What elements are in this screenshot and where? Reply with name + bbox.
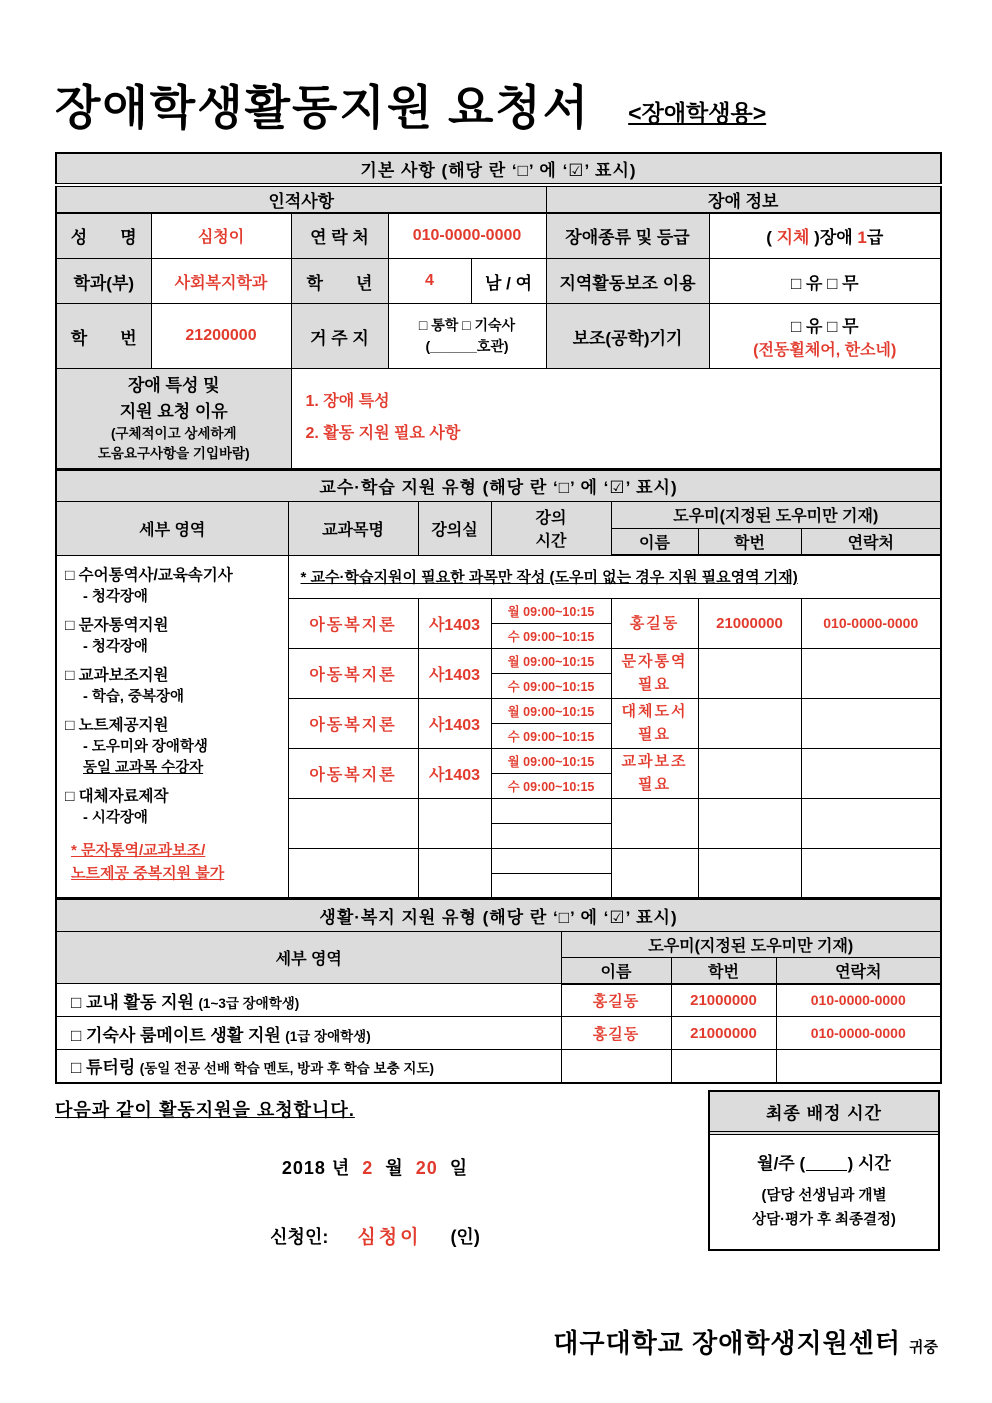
reason-label <box>56 369 291 469</box>
device-note: (전동휠체어, 한소네) <box>753 342 897 360</box>
device-checkboxes: □ 유 □ 무 <box>790 317 859 337</box>
col-helper-stuno: 학번 <box>698 528 801 555</box>
helper-name: 교과보조 필요 <box>611 748 698 798</box>
course-name <box>288 848 418 898</box>
course-time-1: 월 09:00~10:15 <box>491 748 611 773</box>
course-room: 사1403 <box>418 748 491 798</box>
date-year-label: 년 <box>331 1157 351 1178</box>
note-row <box>56 555 941 598</box>
course-time-2 <box>491 873 611 898</box>
welfare-helper-name <box>561 1050 671 1083</box>
welfare-row <box>56 1017 941 1050</box>
reason-label-line2: 지원 요청 이유 <box>119 401 228 421</box>
date-day: 20 <box>415 1157 438 1178</box>
disability-type-label: 장애종류 및 등급 <box>546 213 709 259</box>
applicant-label: 신청인: <box>270 1226 329 1247</box>
welfare-col-name: 이름 <box>561 958 671 984</box>
welfare-label: □ 튜터링 (동일 전공 선배 학습 멘토, 방과 후 학습 보충 지도) <box>56 1050 561 1083</box>
welfare-helper-contact: 010-0000-0000 <box>776 1017 941 1050</box>
residence-line2: (______호관) <box>425 338 509 355</box>
course-room: 사1403 <box>418 648 491 698</box>
basic-section-header: 기본 사항 (해당 란 ‘□’ 에 ‘☑’ 표시) <box>56 153 941 185</box>
welfare-label: □ 기숙사 룸메이트 생활 지원 (1급 장애학생) <box>56 1017 561 1050</box>
dis-grade: 1 <box>857 228 867 248</box>
year-label: 학 년 <box>291 259 388 304</box>
welfare-helper-stuno: 21000000 <box>671 984 776 1017</box>
basic-info-table <box>55 152 942 470</box>
helper-name: 홍길동 <box>611 598 698 648</box>
request-statement: 다음과 같이 활동지원을 요청합니다. <box>55 1099 355 1120</box>
helper-student-number <box>698 698 801 748</box>
col-room: 강의실 <box>418 501 491 555</box>
helper-contact: 010-0000-0000 <box>801 598 941 648</box>
helper-name: 대체도서 필요 <box>611 698 698 748</box>
dis-grade-suffix: 급 <box>866 228 884 248</box>
helper-contact <box>801 698 941 748</box>
final-allocation-box <box>708 1090 940 1251</box>
welfare-support-table <box>55 899 942 1084</box>
dept-label: 학과(부) <box>56 259 151 304</box>
helper-student-number: 21000000 <box>698 598 801 648</box>
org-name: 대구대학교 장애학생지원센터 <box>553 1327 902 1358</box>
seal-placeholder: (인) <box>450 1226 480 1247</box>
dis-prefix: ( <box>766 228 777 248</box>
title-row <box>55 84 940 136</box>
name-label: 성 명 <box>56 213 151 259</box>
helper-student-number <box>698 848 801 898</box>
academic-section-header: 교수·학습 지원 유형 (해당 란 ‘□’ 에 ‘☑’ 표시) <box>56 470 941 501</box>
welfare-row <box>56 1050 941 1083</box>
date-year: 2018 <box>281 1157 326 1178</box>
course-name <box>288 798 418 848</box>
col-helper-name: 이름 <box>611 528 698 555</box>
support-area-checklist <box>56 555 288 898</box>
date-month-label: 월 <box>385 1157 404 1178</box>
org-suffix: 귀중 <box>909 1338 938 1356</box>
welfare-col-helper: 도우미(지정된 도우미만 기재) <box>561 932 941 958</box>
welfare-col-contact: 연락처 <box>776 958 941 984</box>
col-helper: 도우미(지정된 도우미만 기재) <box>611 501 941 528</box>
reason-note-line1: (구체적이고 상세하게 <box>110 426 237 442</box>
applicant-line <box>55 1222 695 1249</box>
course-time-1 <box>491 798 611 823</box>
helper-contact <box>801 798 941 848</box>
col-time-line1: 강의 <box>535 510 567 528</box>
welfare-col-stuno: 학번 <box>671 958 776 984</box>
residence-label: 거 주 지 <box>291 304 388 369</box>
col-time-line2: 시간 <box>535 533 567 551</box>
local-support-label: 지역활동보조 이용 <box>546 259 709 304</box>
course-time-1: 월 09:00~10:15 <box>491 648 611 673</box>
course-time-2 <box>491 823 611 848</box>
date-day-label: 일 <box>449 1157 469 1178</box>
org-line <box>55 1323 940 1360</box>
reason-note-line2: 도움요구사항을 기입바람) <box>97 445 250 461</box>
col-time <box>491 501 611 555</box>
contact-value: 010-0000-0000 <box>388 213 546 259</box>
contact-label: 연 락 처 <box>291 213 388 259</box>
course-time-2: 수 09:00~10:15 <box>491 723 611 748</box>
disability-info-header: 장애 정보 <box>546 185 941 213</box>
welfare-col-area: 세부 영역 <box>56 932 561 984</box>
personal-info-header: 인적사항 <box>56 185 546 213</box>
course-time-1: 월 09:00~10:15 <box>491 698 611 723</box>
duplicate-support-warning: * 문자통역/교과보조/ 노트제공 중복지원 불가 <box>71 842 225 882</box>
checklist-item: □ 문자통역지원 - 청각장애 <box>65 616 169 655</box>
final-allocation-line: 월/주 ( ) 시간 <box>757 1153 891 1173</box>
col-course: 교과목명 <box>288 501 418 555</box>
helper-student-number <box>698 798 801 848</box>
welfare-label: □ 교내 활동 지원 (1~3급 장애학생) <box>56 984 561 1017</box>
dis-mid: )장애 <box>809 228 858 248</box>
welfare-row <box>56 984 941 1017</box>
final-allocation-body <box>710 1135 938 1249</box>
residence-checkboxes <box>388 304 546 369</box>
dept-value: 사회복지학과 <box>151 259 291 304</box>
course-time-1 <box>491 848 611 873</box>
gender-value: 남 / 여 <box>471 259 546 304</box>
col-helper-contact: 연락처 <box>801 528 941 555</box>
helper-name <box>611 798 698 848</box>
request-block <box>55 1090 695 1249</box>
device-label: 보조(공학)기기 <box>546 304 709 369</box>
course-name: 아동복지론 <box>288 598 418 648</box>
dis-type: 지체 <box>776 228 810 248</box>
welfare-section-header: 생활·복지 지원 유형 (해당 란 ‘□’ 에 ‘☑’ 표시) <box>56 900 941 932</box>
reason-content-line1: 1. 장애 특성 <box>305 393 390 411</box>
residence-line1: □ 통학 □ 기숙사 <box>418 316 516 333</box>
academic-note: * 교수·학습지원이 필요한 과목만 작성 (도우미 없는 경우 지원 필요영역 기재) <box>288 555 941 598</box>
checklist-item: □ 노트제공지원 - 도우미와 장애학생 동일 교과목 수강자 <box>65 717 208 776</box>
course-time-1: 월 09:00~10:15 <box>491 598 611 623</box>
reason-label-line1: 장애 특성 및 <box>127 376 220 396</box>
date-line <box>55 1154 695 1180</box>
title-tag: <장애학생용> <box>628 99 767 126</box>
course-time-2: 수 09:00~10:15 <box>491 773 611 798</box>
welfare-helper-contact <box>776 1050 941 1083</box>
course-room <box>418 798 491 848</box>
course-room: 사1403 <box>418 698 491 748</box>
reason-content <box>291 369 941 469</box>
bottom-section <box>55 1090 940 1251</box>
final-allocation-header: 최종 배정 시간 <box>710 1092 938 1135</box>
helper-contact <box>801 848 941 898</box>
course-time-2: 수 09:00~10:15 <box>491 623 611 648</box>
checklist-item: □ 수어통역사/교육속기사 - 청각장애 <box>65 566 233 605</box>
helper-contact <box>801 748 941 798</box>
welfare-helper-name: 홍길동 <box>561 984 671 1017</box>
applicant-name: 심청이 <box>357 1226 422 1248</box>
student-number-value: 21200000 <box>151 304 291 369</box>
year-value: 4 <box>388 259 471 304</box>
course-room <box>418 848 491 898</box>
welfare-helper-name: 홍길동 <box>561 1017 671 1050</box>
course-name: 아동복지론 <box>288 648 418 698</box>
reason-content-line2: 2. 활동 지원 필요 사항 <box>305 425 461 443</box>
helper-student-number <box>698 748 801 798</box>
date-month: 2 <box>362 1157 374 1178</box>
disability-type-value <box>709 213 941 259</box>
course-name: 아동복지론 <box>288 698 418 748</box>
course-time-2: 수 09:00~10:15 <box>491 673 611 698</box>
student-number-label: 학 번 <box>56 304 151 369</box>
name-value: 심청이 <box>151 213 291 259</box>
welfare-helper-stuno: 21000000 <box>671 1017 776 1050</box>
helper-name: 문자통역 필요 <box>611 648 698 698</box>
checklist-item: □ 교과보조지원 - 학습, 중복장애 <box>65 667 184 706</box>
device-value <box>709 304 941 369</box>
helper-contact <box>801 648 941 698</box>
blank-field: ( ) <box>799 1153 854 1173</box>
helper-name <box>611 848 698 898</box>
helper-student-number <box>698 648 801 698</box>
academic-support-table <box>55 470 942 900</box>
course-room: 사1403 <box>418 598 491 648</box>
welfare-helper-stuno <box>671 1050 776 1083</box>
course-name: 아동복지론 <box>288 748 418 798</box>
welfare-helper-contact: 010-0000-0000 <box>776 984 941 1017</box>
page-title: 장애학생활동지원 요청서 <box>55 83 591 135</box>
checklist-item: □ 대체자료제작 - 시각장애 <box>65 787 169 826</box>
local-support-checkboxes: □ 유 □ 무 <box>709 259 941 304</box>
col-area: 세부 영역 <box>56 501 288 555</box>
final-allocation-note: (담당 선생님과 개별 상담·평가 후 최종결정) <box>752 1187 896 1229</box>
